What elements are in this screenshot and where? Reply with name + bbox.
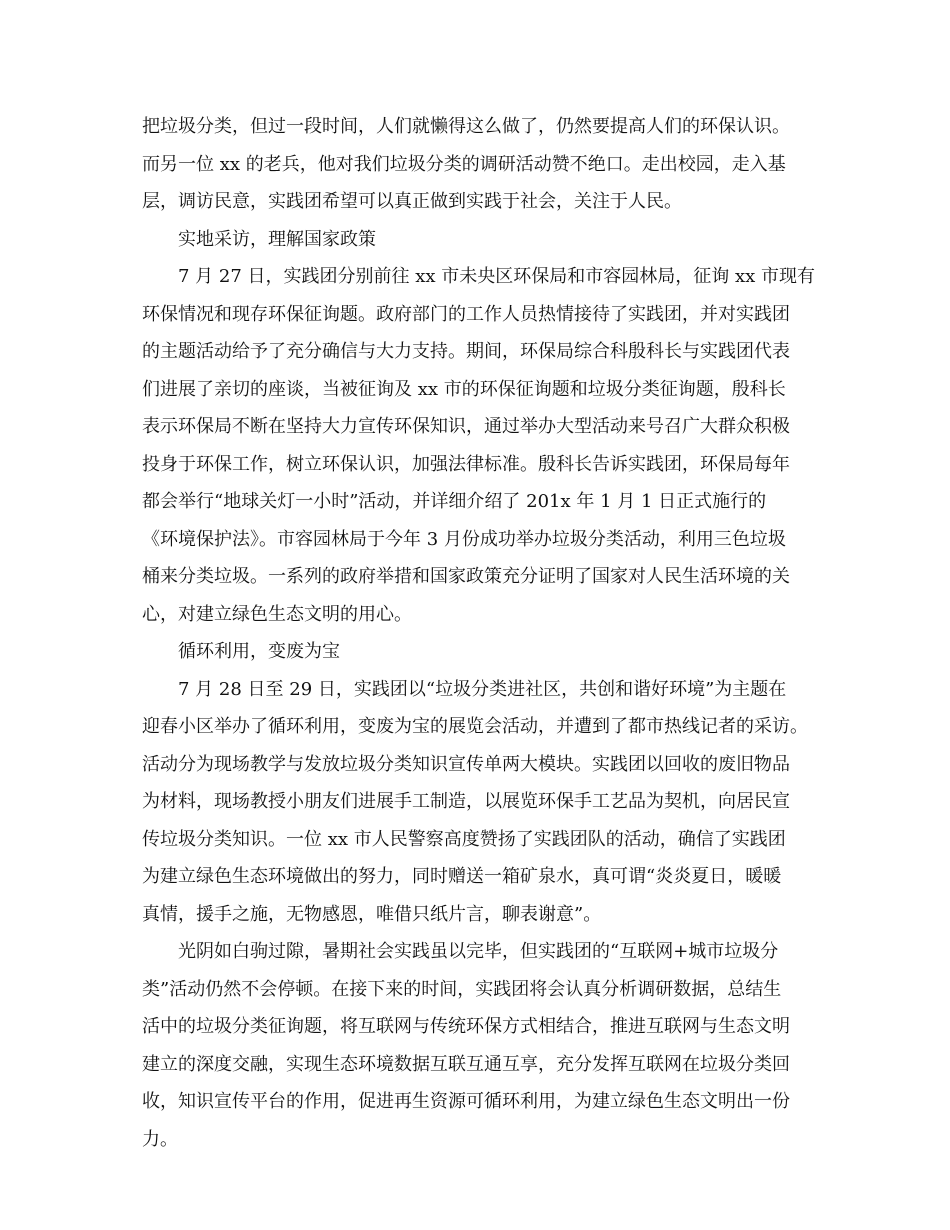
text-line: 投身于环保工作，树立环保认识，加强法律标准。殷科长告诉实践团，环保局每年 xyxy=(142,453,790,475)
text-line: 7 月 27 日，实践团分别前往 xx 市未央区环保局和市容园林局，征询 xx 市现有 xyxy=(178,266,816,287)
text-line: 实地采访，理解国家政策 xyxy=(178,228,376,250)
text-line: 《环境保护法》。市容园林局于今年 3 月份成功举办垃圾分类活动，利用三色垃圾 xyxy=(142,528,786,550)
text-line: 环保情况和现存环保征询题。政府部门的工作人员热情接待了实践团，并对实践团 xyxy=(142,303,790,325)
text-line: 真情，援手之施，无物感恩，唯借只纸片言，聊表谢意”。 xyxy=(142,903,602,925)
text-line: 而另一位 xx 的老兵，他对我们垃圾分类的调研活动赞不绝口。走出校园，走入基 xyxy=(142,153,786,175)
text-line: 传垃圾分类知识。一位 xx 市人民警察高度赞扬了实践团队的活动，确信了实践团 xyxy=(142,828,786,850)
text-line: 光阴如白驹过隙，暑期社会实践虽以完毕，但实践团的“互联网+城市垃圾分 xyxy=(178,941,779,962)
text-line: 7 月 28 日至 29 日，实践团以“垃圾分类进社区，共创和谐好环境”为主题在 xyxy=(178,678,787,700)
text-line: 活动分为现场教学与发放垃圾分类知识宣传单两大模块。实践团以回收的废旧物品 xyxy=(142,753,790,775)
document-body xyxy=(142,108,818,1158)
text-line: 表示环保局不断在坚持大力宣传环保知识，通过举办大型活动来号召广大群众积极 xyxy=(142,416,790,437)
text-line: 循环利用，变废为宝 xyxy=(178,641,340,662)
text-line: 建立的深度交融，实现生态环境数据互联互通互享，充分发挥互联网在垃圾分类回 xyxy=(142,1053,790,1075)
text-line: 为材料，现场教授小朋友们进展手工制造，以展览环保手工艺品为契机，向居民宣 xyxy=(142,791,790,812)
text-line: 为建立绿色生态环境做出的努力，同时赠送一箱矿泉水，真可谓“炎炎夏日，暖暖 xyxy=(142,866,782,887)
text-line: 力。 xyxy=(142,1128,178,1150)
text-line: 收，知识宣传平台的作用，促进再生资源可循环利用，为建立绿色生态文明出一份 xyxy=(142,1091,790,1112)
text-line: 桶来分类垃圾。一系列的政府举措和国家政策充分证明了国家对人民生活环境的关 xyxy=(142,566,790,587)
text-line: 活中的垃圾分类征询题，将互联网与传统环保方式相结合，推进互联网与生态文明 xyxy=(142,1016,790,1037)
text-line: 的主题活动给予了充分确信与大力支持。期间，环保局综合科殷科长与实践团代表 xyxy=(142,341,790,362)
text-line: 都会举行“地球关灯一小时”活动，并详细介绍了 201x 年 1 月 1 日正式施行的 xyxy=(142,491,767,512)
text-line: 心，对建立绿色生态文明的用心。 xyxy=(142,603,412,625)
text-line: 把垃圾分类，但过一段时间，人们就懒得这么做了，仍然要提高人们的环保认识。 xyxy=(142,116,790,137)
text-line: 们进展了亲切的座谈，当被征询及 xx 市的环保征询题和垃圾分类征询题，殷科长 xyxy=(142,378,786,400)
text-line: 类”活动仍然不会停顿。在接下来的时间，实践团将会认真分析调研数据，总结生 xyxy=(142,978,782,1000)
text-line: 迎春小区举办了循环利用，变废为宝的展览会活动，并遭到了都市热线记者的采访。 xyxy=(142,716,808,737)
text-line: 层，调访民意，实践团希望可以真正做到实践于社会，关注于人民。 xyxy=(142,191,682,212)
